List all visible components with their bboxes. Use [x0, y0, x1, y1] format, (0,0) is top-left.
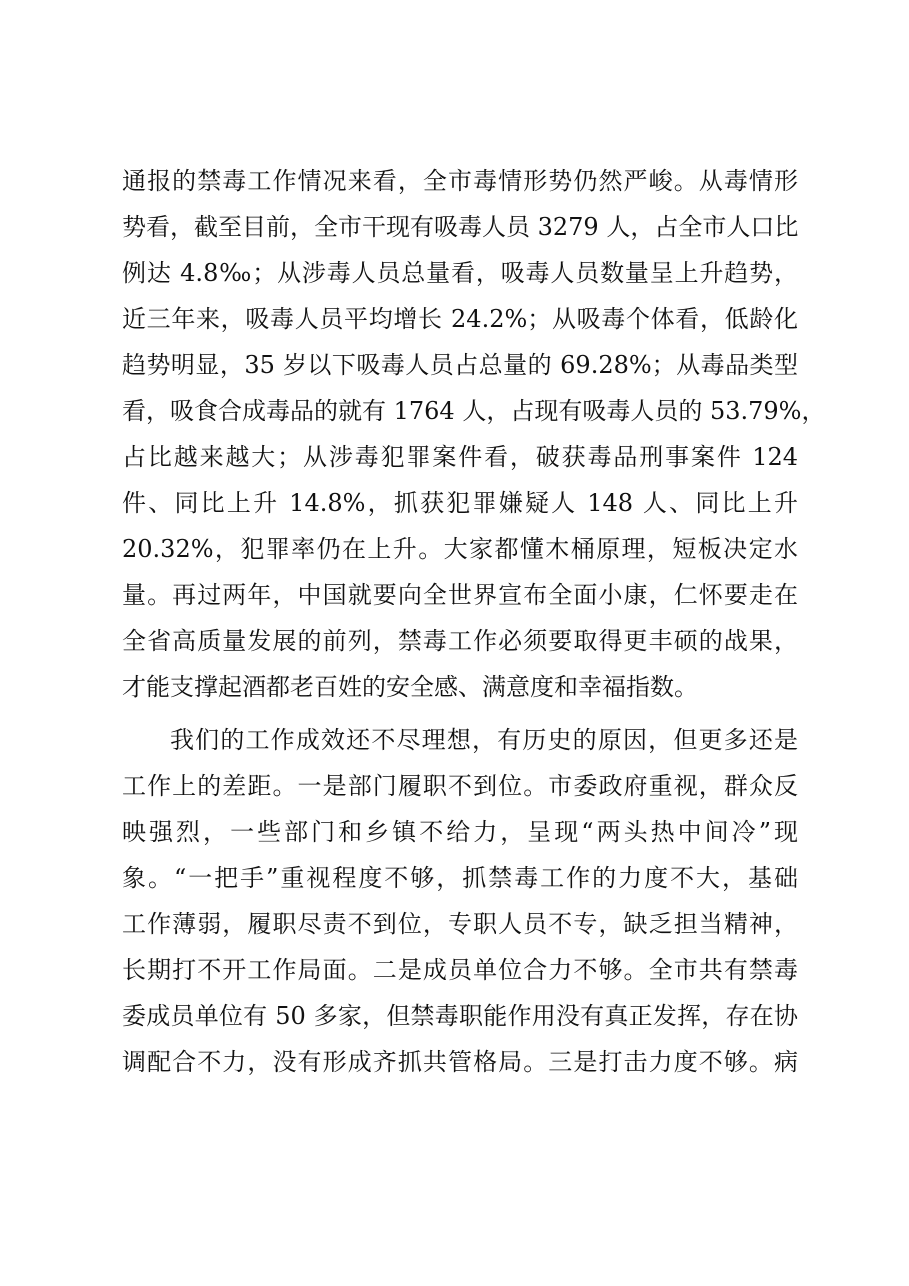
paragraph-2-line-3: 映强烈，一些部门和乡镇不给力，呈现“两头热中间冷”现	[122, 818, 798, 846]
paragraph-2-line-1: 我们的工作成效还不尽理想，有历史的原因，但更多还是	[170, 726, 798, 754]
paragraph-1-line-7: 占比越来越大；从涉毒犯罪案件看，破获毒品刑事案件 124	[122, 443, 798, 471]
paragraph-1-line-3: 例达 4.8‰；从涉毒人员总量看，吸毒人员数量呈上升趋势，	[122, 259, 798, 287]
paragraph-2-line-6: 长期打不开工作局面。二是成员单位合力不够。全市共有禁毒	[122, 956, 798, 984]
paragraph-1-line-12: 才能支撑起酒都老百姓的安全感、满意度和幸福指数。	[122, 673, 698, 701]
paragraph-2-line-7: 委成员单位有 50 多家，但禁毒职能作用没有真正发挥，存在协	[122, 1002, 798, 1030]
paragraph-1-line-4: 近三年来，吸毒人员平均增长 24.2%；从吸毒个体看，低龄化	[122, 305, 798, 333]
paragraph-1-line-2: 势看，截至目前，全市干现有吸毒人员 3279 人，占全市人口比	[122, 213, 799, 241]
paragraph-2-line-2: 工作上的差距。一是部门履职不到位。市委政府重视，群众反	[122, 772, 798, 800]
paragraph-1-line-8: 件、同比上升 14.8%，抓获犯罪嫌疑人 148 人、同比上升	[122, 489, 798, 517]
paragraph-1-line-1: 通报的禁毒工作情况来看，全市毒情形势仍然严峻。从毒情形	[122, 167, 798, 195]
paragraph-2-line-4: 象。“一把手”重视程度不够，抓禁毒工作的力度不大，基础	[122, 864, 798, 892]
paragraph-1-line-10: 量。再过两年，中国就要向全世界宣布全面小康，仁怀要走在	[122, 581, 798, 609]
paragraph-2-line-8: 调配合不力，没有形成齐抓共管格局。三是打击力度不够。病	[122, 1048, 798, 1076]
paragraph-1-line-5: 趋势明显，35 岁以下吸毒人员占总量的 69.28%；从毒品类型	[122, 351, 798, 379]
paragraph-1-line-9: 20.32%，犯罪率仍在上升。大家都懂木桶原理，短板决定水	[122, 535, 798, 563]
paragraph-1-line-11: 全省高质量发展的前列，禁毒工作必须要取得更丰硕的战果，	[122, 627, 798, 655]
paragraph-2-line-5: 工作薄弱，履职尽责不到位，专职人员不专，缺乏担当精神，	[122, 910, 798, 938]
paragraph-1-line-6: 看，吸食合成毒品的就有 1764 人，占现有吸毒人员的 53.79%，	[122, 397, 826, 425]
